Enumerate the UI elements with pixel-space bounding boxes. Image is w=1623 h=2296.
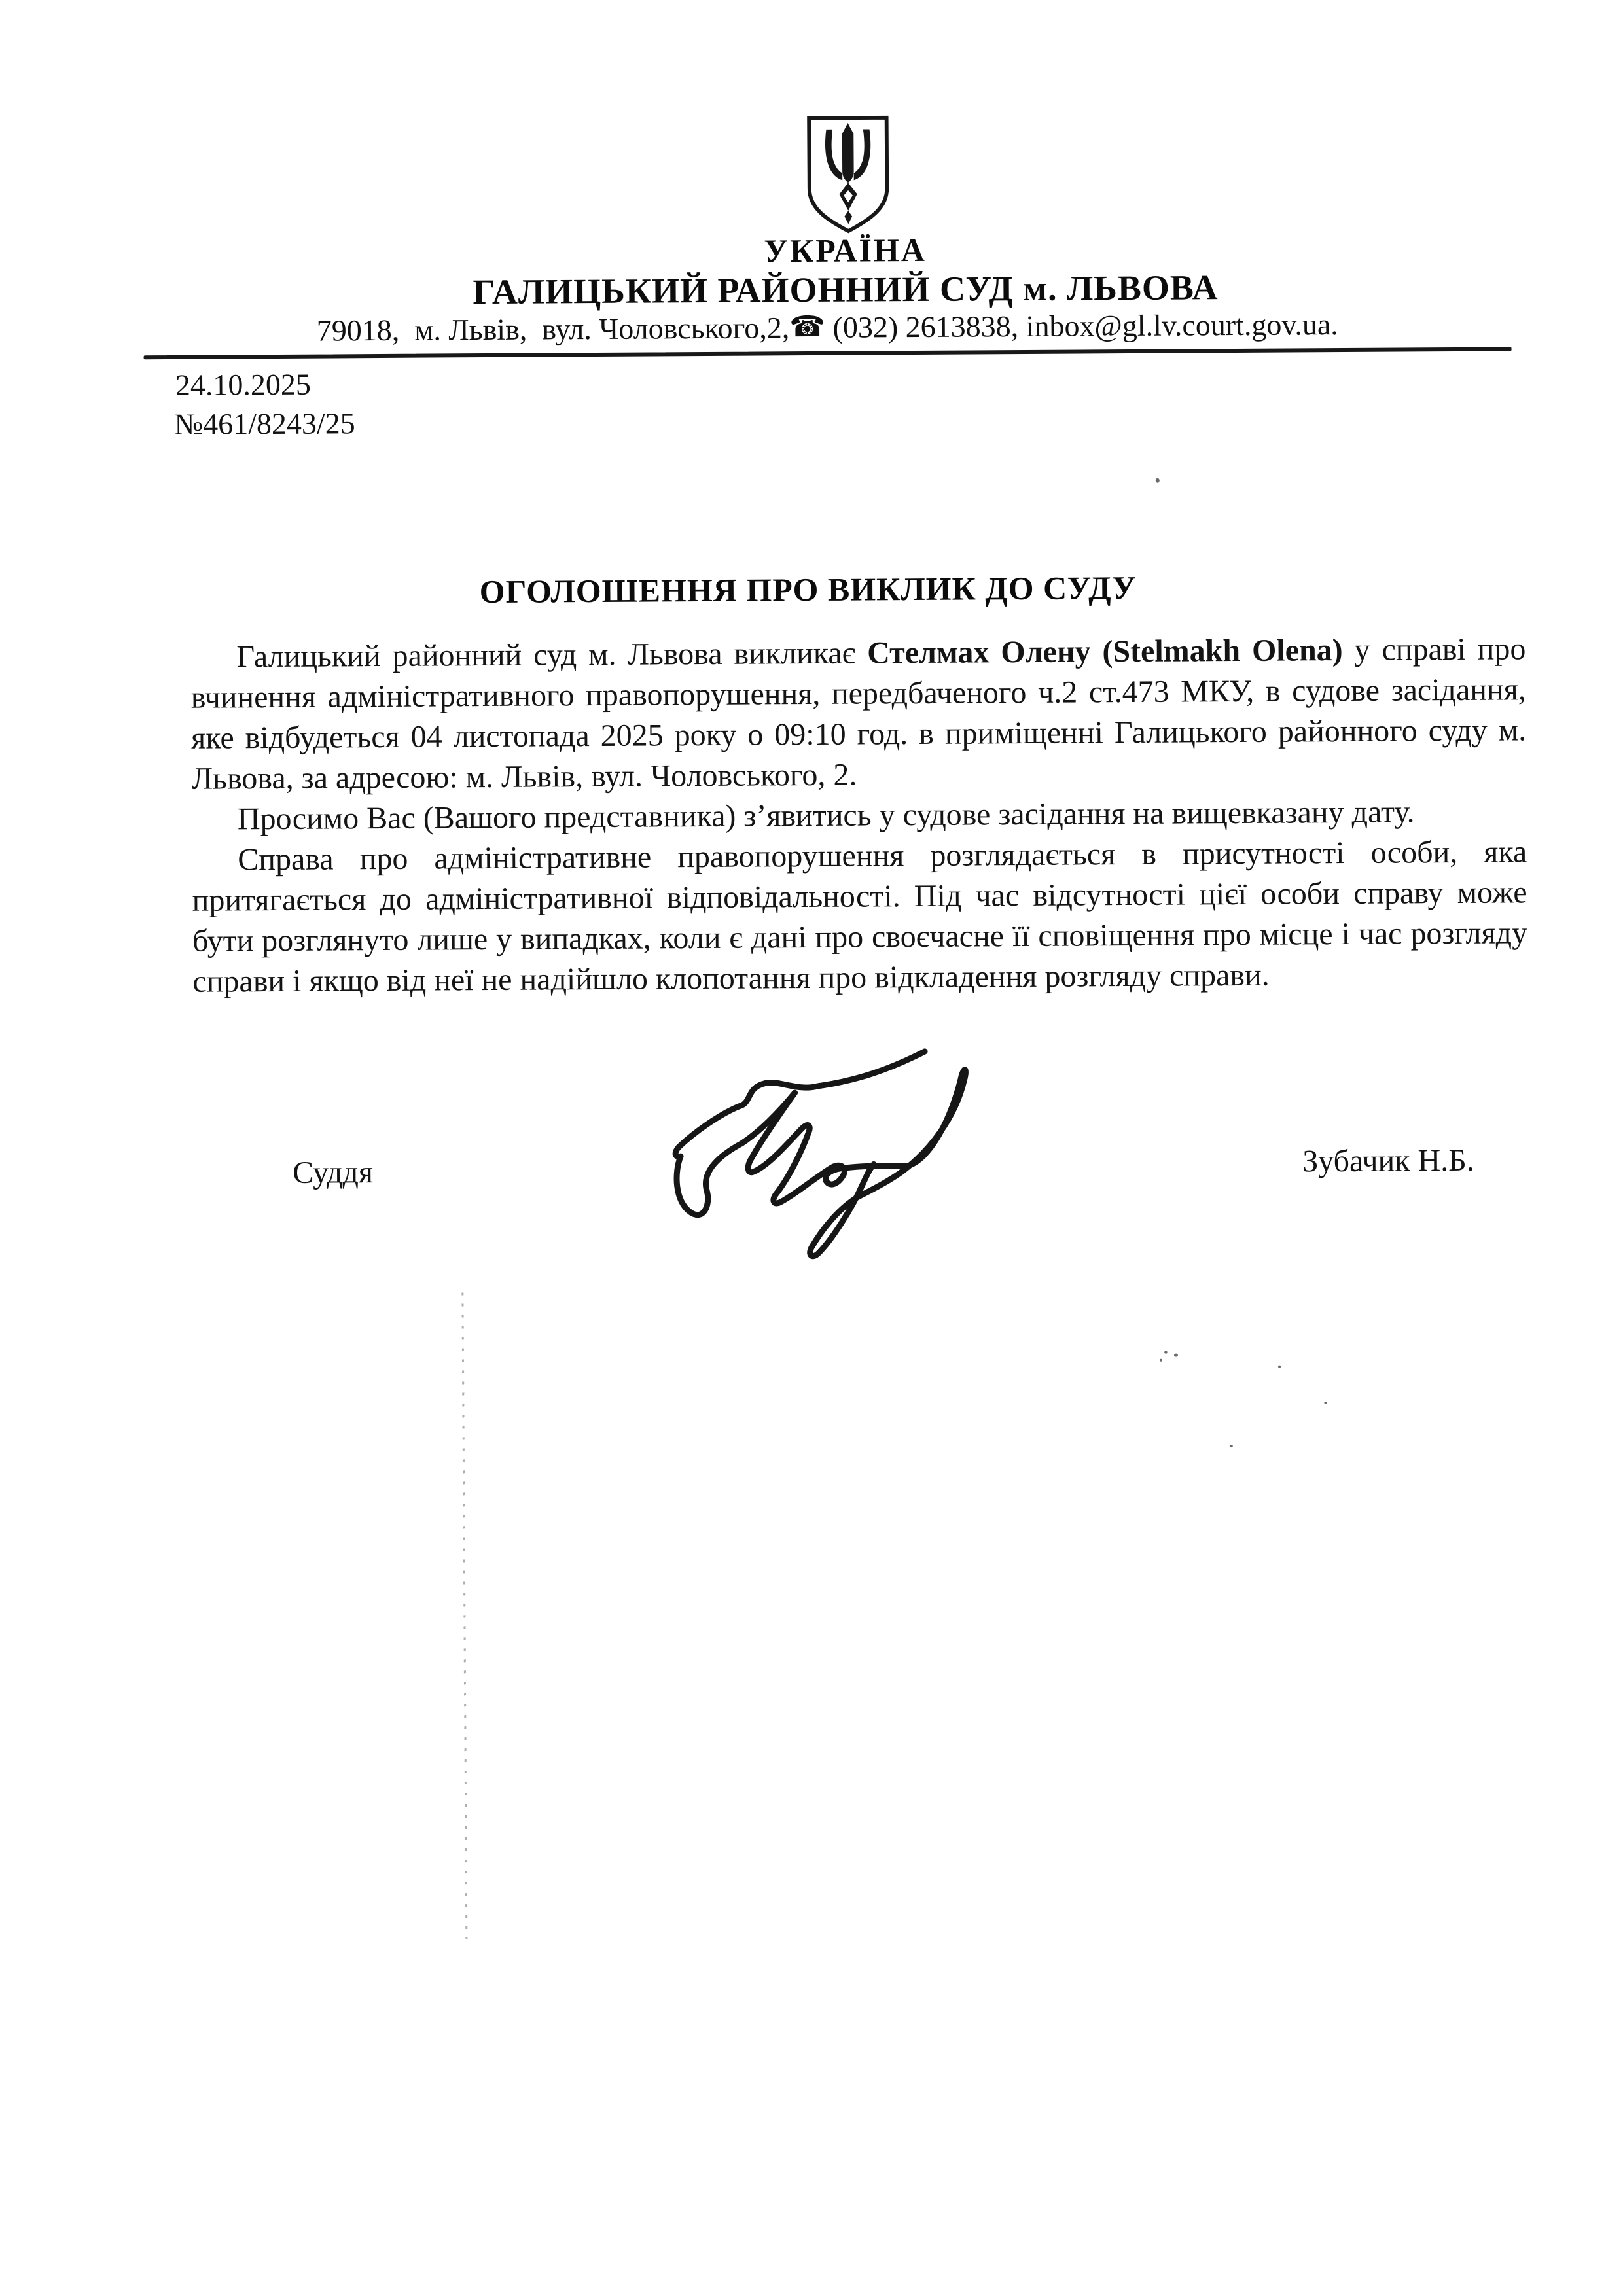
scan-speck [1174, 1354, 1178, 1357]
scan-speck [1164, 1351, 1168, 1354]
ukraine-trident-emblem-icon [803, 112, 893, 237]
judge-label: Суддя [293, 1155, 374, 1190]
scan-speck [1230, 1445, 1233, 1447]
paragraph-legal-notice: Справа про адміністративне правопорушення розглядається в присутності особи, яка притягається до адміністративної відповідальності. Під час відсутності цієї особи справу може бути розглянуто лише у випадках, коли є дані про своєчасне її сповіщення про місце і час розгляду справи і якщо від неї не надійшло клопотання про відкладення розгляду справи. [192, 834, 1528, 999]
paragraph-summons-details: у справі про вчинення адміністративного правопорушення, передбаченого ч.2 ст.473 МКУ, в судове засідання, яке відбудеться 04 листопада 2025 року о 09:10 год. в приміщенні Галицького районного суду м. Львова, за адресою: м. Львів, вул. Чоловського, 2. [190, 631, 1527, 796]
address-part-1: 79018, м. Львів, вул. Чоловського,2, [316, 311, 790, 347]
scan-speck [1156, 478, 1160, 483]
scan-speck [1324, 1402, 1327, 1404]
judge-signature [654, 1039, 983, 1316]
country-name: УКРАЇНА [764, 231, 927, 270]
header-divider-line [144, 347, 1512, 359]
document-date: 24.10.2025 [175, 367, 312, 402]
court-name: ГАЛИЦЬКИЙ РАЙОННИЙ СУД м. ЛЬВОВА [473, 268, 1219, 312]
address-part-2: (032) 2613838, inbox@gl.lv.court.gov.ua. [825, 308, 1338, 344]
judge-name: Зубачик Н.Б. [1302, 1142, 1474, 1179]
paragraph-summons [190, 629, 1526, 799]
scan-speck [1160, 1359, 1162, 1362]
scan-speck [1278, 1366, 1281, 1368]
scan-dotted-line-artifact [461, 1292, 467, 1939]
case-number: №461/8243/25 [174, 406, 355, 441]
paragraph-request: Просимо Вас (Вашого представника) з’явитись у судове засідання на вищевказану дату. [237, 794, 1415, 837]
defendant-name: Стелмах Олену (Stelmakh Olena) [866, 633, 1343, 671]
document-body [190, 629, 1527, 1002]
paragraph-summons-text: Галицький районний суд м. Львова викликає [236, 635, 868, 675]
phone-icon: ☎ [789, 309, 826, 344]
document-title: ОГОЛОШЕННЯ ПРО ВИКЛИК ДО СУДУ [479, 569, 1137, 610]
